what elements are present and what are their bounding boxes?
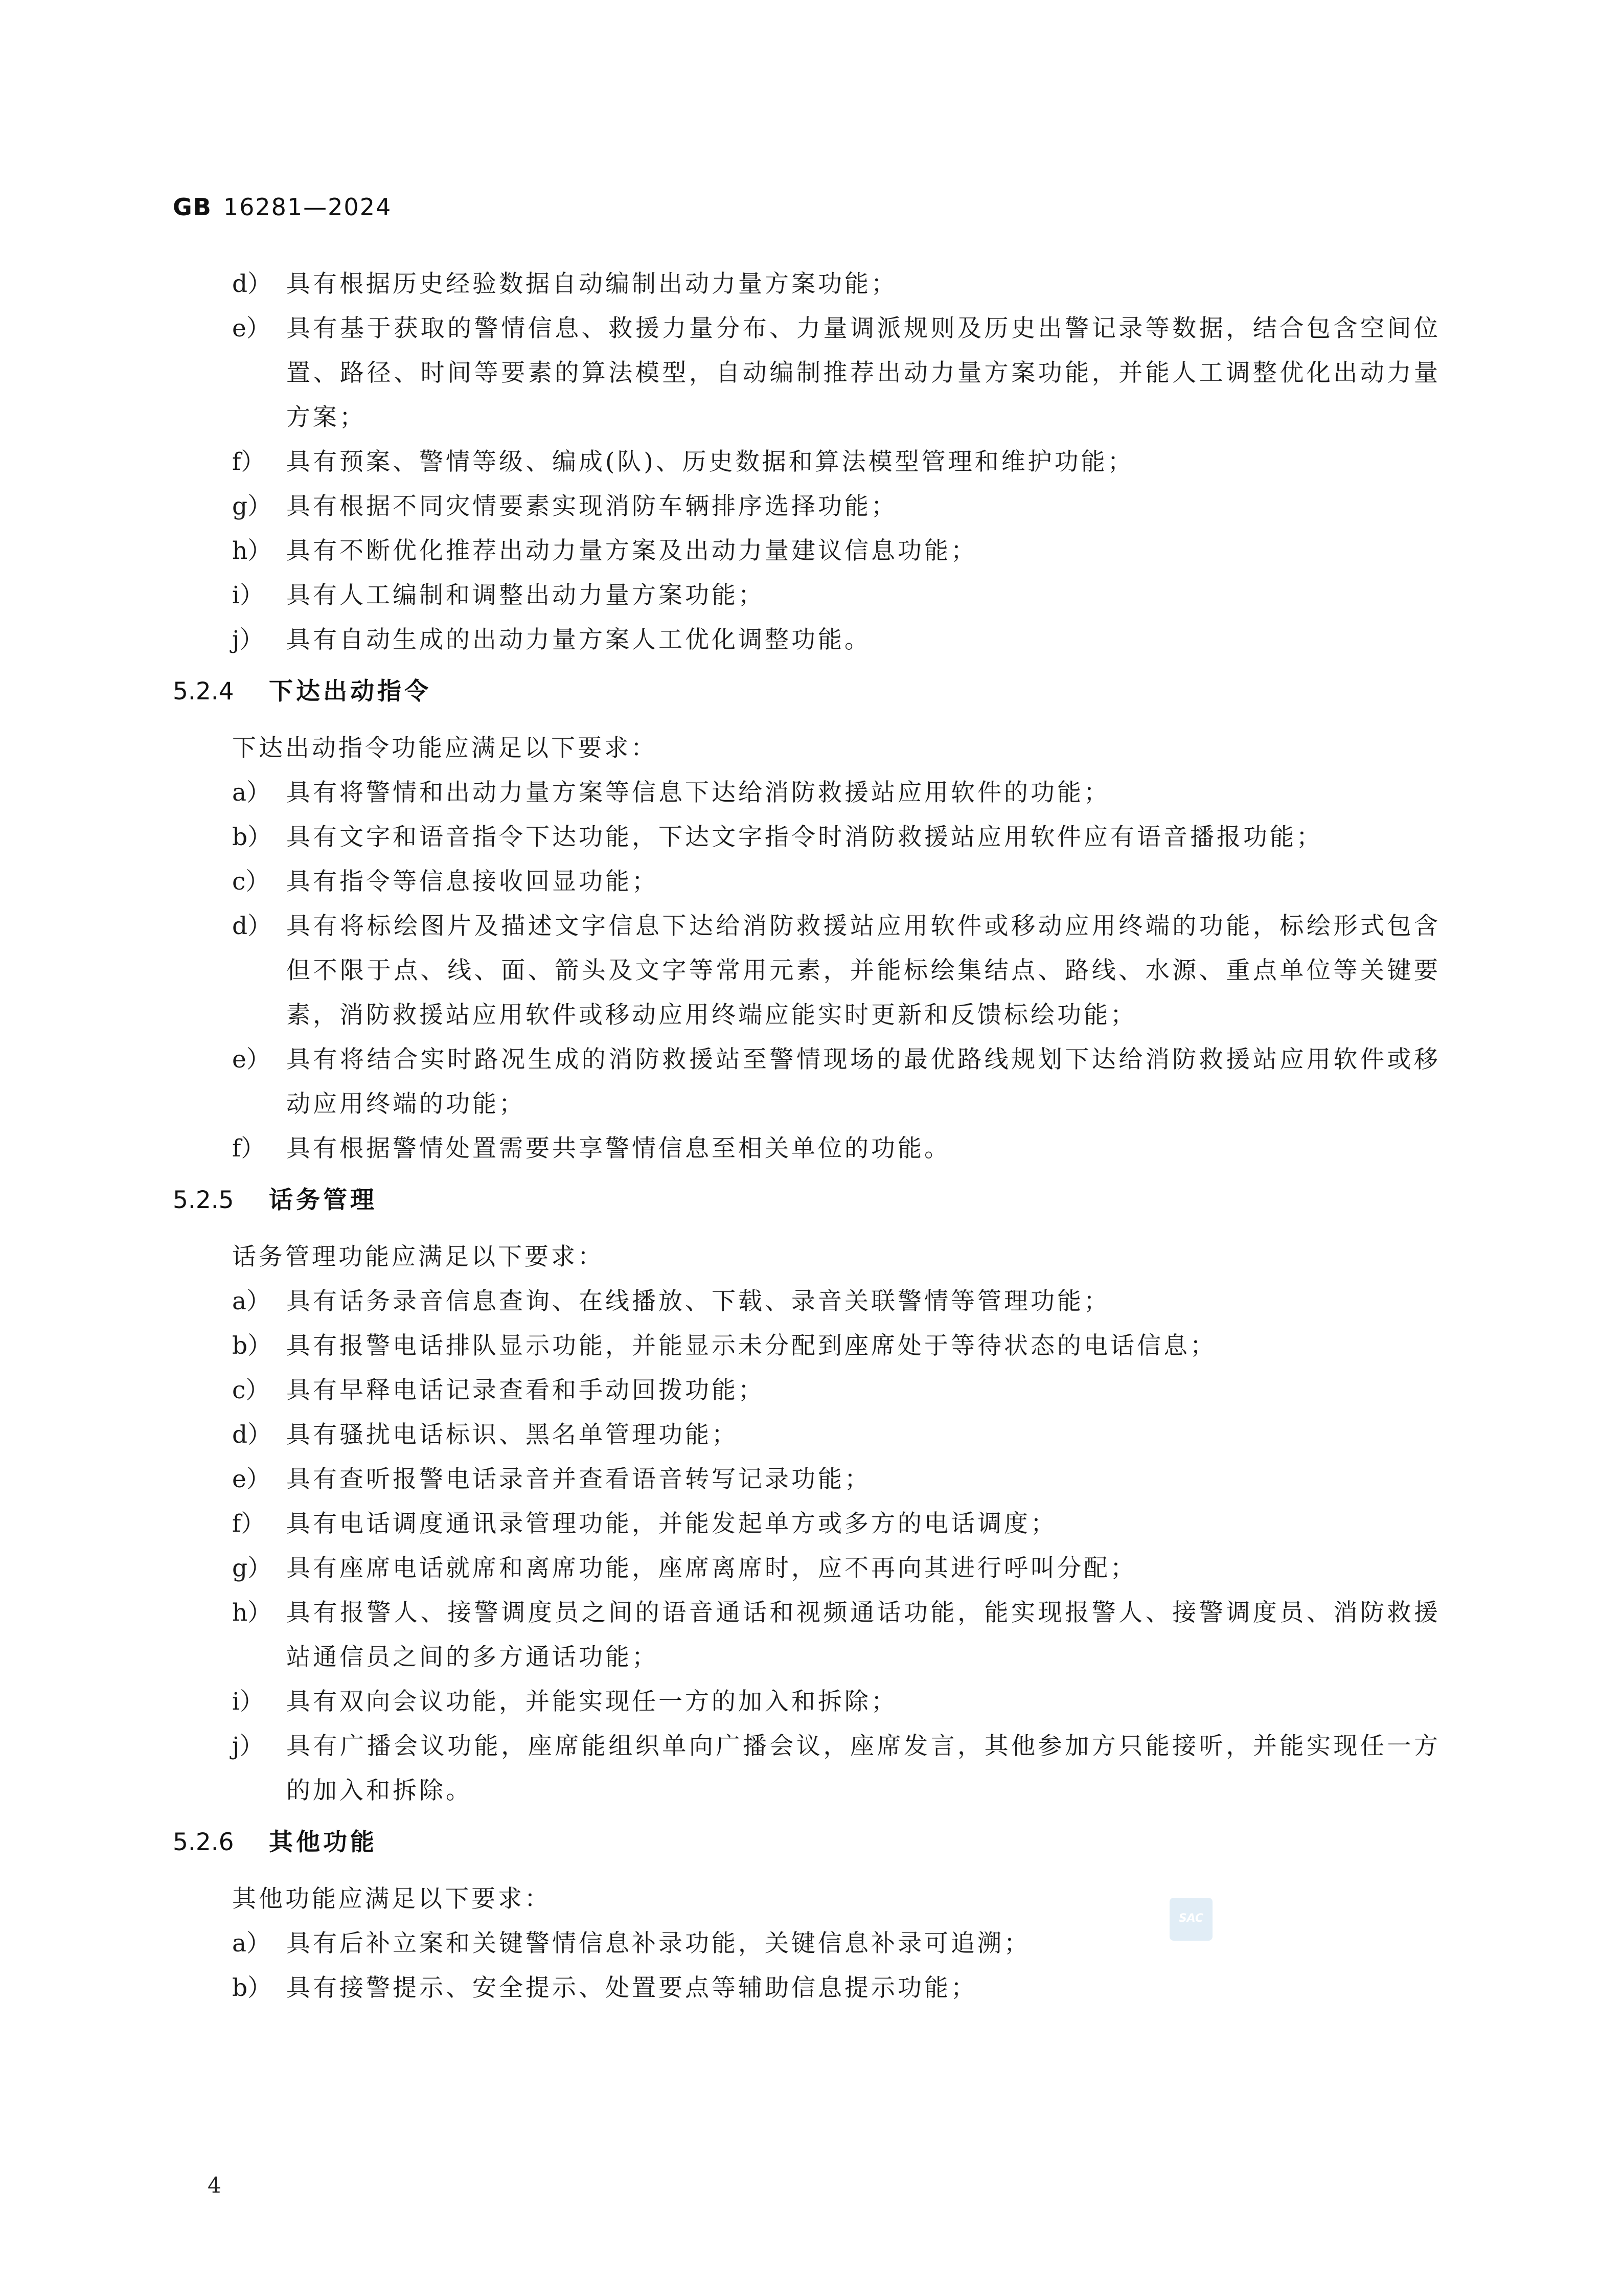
item-text: 具有早释电话记录查看和手动回拨功能； [286,1376,765,1404]
item-text: 具有基于获取的警情信息、救援力量分布、力量调派规则及历史出警记录等数据，结合包含空间位置、路径、时间等要素的算法模型，自动编制推荐出动力量方案功能，并能人工调整优化出动力量方案； [286,314,1441,431]
list-item [173,1502,1441,1546]
item-marker: g） [232,492,272,520]
item-text: 具有接警提示、安全提示、处置要点等辅助信息提示功能； [286,1974,977,2002]
list-item [173,484,1441,529]
item-marker: h） [232,1599,272,1627]
list-item [173,815,1441,859]
continued-list [173,262,1441,662]
section-title: 其他功能 [269,1828,377,1856]
section-intro: 话务管理功能应满足以下要求： [232,1243,604,1271]
list-item [173,1679,1441,1724]
item-text: 具有双向会议功能，并能实现任一方的加入和拆除； [286,1688,898,1716]
item-marker: f） [232,1134,265,1163]
list-item [173,1324,1441,1368]
standard-header [173,193,392,221]
item-text: 具有指令等信息接收回显功能； [286,868,658,896]
list-item [173,440,1441,484]
item-text: 具有电话调度通讯录管理功能，并能发起单方或多方的电话调度； [286,1510,1057,1538]
list-item [173,1546,1441,1590]
item-marker: f） [232,448,265,476]
list-item [173,529,1441,573]
standard-number: 16281—2024 [223,193,392,221]
list-item [173,904,1441,1037]
section-number: 5.2.4 [173,677,234,706]
item-text: 具有将警情和出动力量方案等信息下达给消防救援站应用软件的功能； [286,779,1110,807]
section-intro: 下达出动指令功能应满足以下要求： [232,734,657,762]
list-item [173,859,1441,904]
item-marker: a） [232,1929,271,1958]
item-marker: d） [232,912,272,940]
section-heading [173,669,1441,714]
list-item [173,1368,1441,1413]
item-marker: a） [232,779,271,807]
section-5-2-5 [173,1178,1441,1813]
item-marker: b） [232,1332,272,1360]
list-item [173,1724,1441,1813]
item-marker: e） [232,314,270,343]
item-text: 具有根据不同灾情要素实现消防车辆排序选择功能； [286,492,898,520]
item-marker: i） [232,581,264,609]
item-marker: a） [232,1287,271,1315]
item-marker: e） [232,1045,270,1074]
item-marker: d） [232,1421,272,1449]
list-item [173,1413,1441,1457]
item-marker: e） [232,1465,270,1493]
item-marker: i） [232,1688,264,1716]
item-text: 具有文字和语音指令下达功能，下达文字指令时消防救援站应用软件应有语音播报功能； [286,823,1323,851]
item-text: 具有人工编制和调整出动力量方案功能； [286,581,765,609]
list-item [173,262,1441,306]
item-text: 具有报警电话排队显示功能，并能显示未分配到座席处于等待状态的电话信息； [286,1332,1217,1360]
list-item [173,1126,1441,1171]
list-item [173,618,1441,662]
item-text: 具有话务录音信息查询、在线播放、下载、录音关联警情等管理功能； [286,1287,1110,1315]
item-text: 具有查听报警电话录音并查看语音转写记录功能； [286,1465,871,1493]
item-text: 具有将结合实时路况生成的消防救援站至警情现场的最优路线规划下达给消防救援站应用软件或移动应用终端的功能； [286,1045,1441,1118]
item-text: 具有自动生成的出动力量方案人工优化调整功能。 [286,626,871,654]
section-5-2-4 [173,669,1441,1171]
section-title: 下达出动指令 [269,677,431,706]
item-text: 具有将标绘图片及描述文字信息下达给消防救援站应用软件或移动应用终端的功能，标绘形式包含但不限于点、线、面、箭头及文字等常用元素，并能标绘集结点、路线、水源、重点单位等关键要素，消防救援站应用软件或移动应用终端应能实时更新和反馈标绘功能； [286,912,1441,1029]
item-marker: j） [232,1732,264,1760]
item-marker: j） [232,626,264,654]
standard-prefix: GB [173,193,212,221]
list-item [173,1921,1441,1966]
section-heading [173,1178,1441,1222]
list-item [173,770,1441,815]
section-title: 话务管理 [269,1186,377,1214]
item-marker: b） [232,823,272,851]
item-marker: f） [232,1510,265,1538]
item-text: 具有后补立案和关键警情信息补录功能，关键信息补录可追溯； [286,1929,1031,1958]
list-item [173,1966,1441,2010]
sac-watermark [1170,1898,1213,1941]
item-marker: c） [232,868,270,896]
item-text: 具有骚扰电话标识、黑名单管理功能； [286,1421,738,1449]
list-item [173,1037,1441,1126]
section-number: 5.2.5 [173,1186,234,1214]
item-text: 具有不断优化推荐出动力量方案及出动力量建议信息功能； [286,537,977,565]
page-number: 4 [208,2173,221,2198]
list-item [173,573,1441,618]
item-marker: d） [232,270,272,298]
list-item [173,1279,1441,1324]
section-heading [173,1820,1441,1865]
item-marker: c） [232,1376,270,1404]
item-marker: b） [232,1974,272,2002]
item-text: 具有座席电话就席和离席功能，座席离席时，应不再向其进行呼叫分配； [286,1554,1137,1582]
page-content [173,262,1441,2010]
list-item [173,306,1441,440]
section-number: 5.2.6 [173,1828,234,1856]
item-text: 具有根据历史经验数据自动编制出动力量方案功能； [286,270,898,298]
item-text: 具有预案、警情等级、编成(队)、历史数据和算法模型管理和维护功能； [286,448,1134,476]
item-text: 具有广播会议功能，座席能组织单向广播会议，座席发言，其他参加方只能接听，并能实现任一方的加入和拆除。 [286,1732,1441,1805]
item-marker: h） [232,537,272,565]
section-5-2-6 [173,1820,1441,2010]
item-text: 具有报警人、接警调度员之间的语音通话和视频通话功能，能实现报警人、接警调度员、消防救援站通信员之间的多方通话功能； [286,1599,1441,1671]
watermark-text: SAC [1178,1912,1204,1925]
item-text: 具有根据警情处置需要共享警情信息至相关单位的功能。 [286,1134,951,1163]
list-item [173,1590,1441,1679]
section-intro: 其他功能应满足以下要求： [232,1885,551,1913]
list-item [173,1457,1441,1502]
item-marker: g） [232,1554,272,1582]
